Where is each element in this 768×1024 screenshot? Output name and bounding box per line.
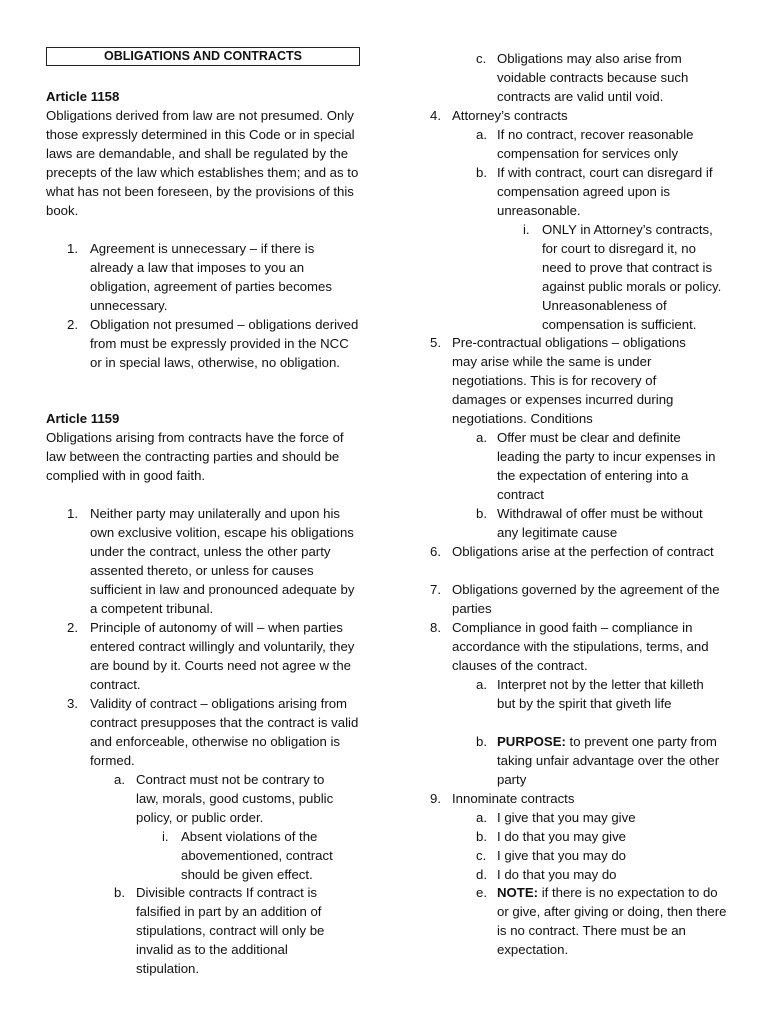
article-1159-text: Obligations arising from contracts have the force of law between the contracting parties and should be complied with in good faith. <box>46 430 344 483</box>
article-1158-heading: Article 1158 <box>46 89 120 104</box>
article-1158-text: Obligations derived from law are not presumed. Only those expressly determined in this Code or in special laws are demandable, and shall be regulated by the precepts of the law which establishes them; and as to what has not been foreseen, by the provisions of this book. <box>46 108 359 218</box>
document-title: OBLIGATIONS AND CONTRACTS <box>46 47 360 66</box>
document-page: OBLIGATIONS AND CONTRACTS Article 1158 Obligations derived from law are not presumed. Only those expressly determined in this Code or in special laws are demandable, and shall be regulated by the precepts of the law which establishes them; and as to what has not been foreseen, by the provisions of this book. 1. Agreement is unnecessary – if there is already a law that imposes to you an obligation, agreement of parties becomes unnecessary. 2. Obligation not presumed – obligations derived from must be expressly provided in the NCC or in special laws, otherwise, no obligation. Article 1159 Obligations arising from contracts have the force of law between the contracting parties and should be complied with in good faith. 1. Neither party may unilaterally and upon his own exclusive volition, escape his obligations under the contract, unless the other party assented thereto, or unless for causes sufficient in law and pronounced adequate by a competent tribunal. 2. Principle of autonomy of will – when parties entered contract willingly and voluntarily, they are bound by it. Courts need not agree w the contract. 3. Validity of contract – obligations arising from contract presupposes that the contract is valid and enforceable, otherwise no obligation is formed. a. Contract must not be contrary to law, morals, good customs, public policy, or public order. i. Absent violations of the abovementioned, contract should be given effect. b. Divisible contracts If contract is falsified in part by an addition of stipulations, contract will only be invalid as to the additional stipulation. c. Obligations may also arise from voidable contracts because such contracts are valid until void. 4. Attorney’s contracts a. If no contract, recover reasonable compensation for services only b. If with contract, court can disregard if compensation agreed upon is unreasonable. i. ONLY in Attorney’s contracts, for court to disregard it, no need to prove that contract is against public morals or policy. Unreasonableness of compensation is sufficient. 5. Pre-contractual obligations – obligations may arise while the same is under negotiations. This is for recovery of damages or expenses incurred during negotiations. Conditions a. Offer must be clear and definite leading the party to incur expenses in the expectation of entering into a contract b. Withdrawal of offer must be without any legitimate cause 6. Obligations arise at the perfection of contract 7. Obligations governed by the agreement of the parties 8. Compliance in good faith – compliance in accordance with the stipulations, terms, and clauses of the contract. a. Interpret not by the letter that killeth but by the spirit that giveth life b. PURPOSE: to prevent one party from taking unfair advantage over the other party 9. Innominate contracts a. I give that you may give b. I do that you may give c. I give that you may do d. I do that you may do e. NOTE: if there is no expectation to do or give, after giving or doing, then there is no contract. There must be an expectation. <box>46 49 727 976</box>
article-1159-heading: Article 1159 <box>46 411 120 426</box>
